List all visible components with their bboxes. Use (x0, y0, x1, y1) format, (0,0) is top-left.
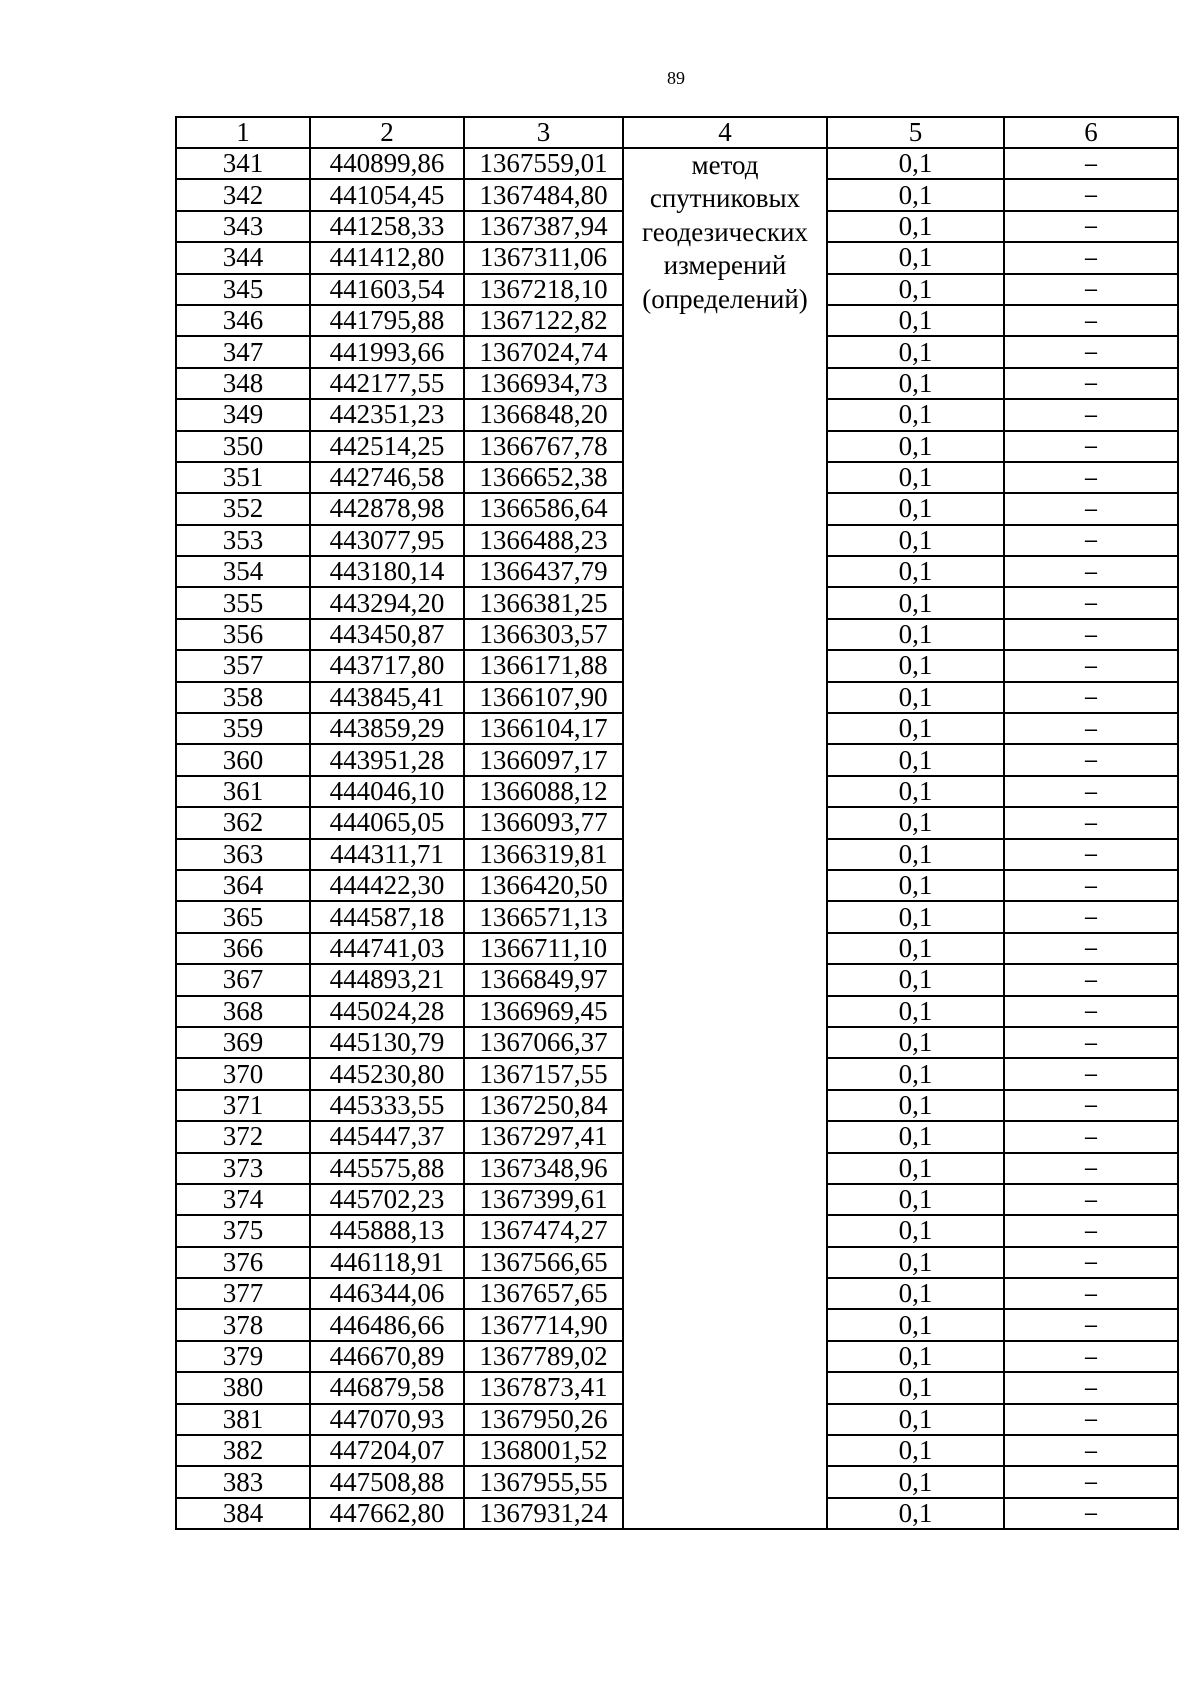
x-coordinate-cell: 445130,79 (310, 1027, 464, 1058)
y-coordinate-cell: 1367484,80 (464, 179, 623, 210)
accuracy-cell: 0,1 (827, 211, 1004, 242)
point-number-cell: 346 (176, 305, 310, 336)
point-number-cell: 356 (176, 619, 310, 650)
point-number-cell: 363 (176, 839, 310, 870)
point-number-cell: 383 (176, 1466, 310, 1497)
accuracy-cell: 0,1 (827, 399, 1004, 430)
method-text-line: измерений (663, 250, 787, 281)
accuracy-cell: 0,1 (827, 525, 1004, 556)
y-coordinate-cell: 1366571,13 (464, 901, 623, 932)
x-coordinate-cell: 445447,37 (310, 1121, 464, 1152)
point-number-cell: 375 (176, 1215, 310, 1246)
extra-value-cell: – (1004, 399, 1178, 430)
y-coordinate-cell: 1367297,41 (464, 1121, 623, 1152)
point-number-cell: 381 (176, 1404, 310, 1435)
extra-value-cell: – (1004, 274, 1178, 305)
y-coordinate-cell: 1366319,81 (464, 839, 623, 870)
accuracy-cell: 0,1 (827, 148, 1004, 179)
x-coordinate-cell: 442878,98 (310, 493, 464, 524)
point-number-cell: 369 (176, 1027, 310, 1058)
y-coordinate-cell: 1367714,90 (464, 1309, 623, 1340)
x-coordinate-cell: 445888,13 (310, 1215, 464, 1246)
y-coordinate-cell: 1366488,23 (464, 525, 623, 556)
y-coordinate-cell: 1367387,94 (464, 211, 623, 242)
y-coordinate-cell: 1367950,26 (464, 1404, 623, 1435)
y-coordinate-cell: 1367474,27 (464, 1215, 623, 1246)
extra-value-cell: – (1004, 1372, 1178, 1403)
y-coordinate-cell: 1366381,25 (464, 587, 623, 618)
point-number-cell: 364 (176, 870, 310, 901)
point-number-cell: 358 (176, 682, 310, 713)
point-number-cell: 357 (176, 650, 310, 681)
accuracy-cell: 0,1 (827, 1027, 1004, 1058)
accuracy-cell: 0,1 (827, 1153, 1004, 1184)
x-coordinate-cell: 447662,80 (310, 1498, 464, 1529)
x-coordinate-cell: 446344,06 (310, 1278, 464, 1309)
header-cell-6: 6 (1004, 117, 1178, 148)
x-coordinate-cell: 442746,58 (310, 462, 464, 493)
y-coordinate-cell: 1366097,17 (464, 744, 623, 775)
extra-value-cell: – (1004, 1027, 1178, 1058)
extra-value-cell: – (1004, 1498, 1178, 1529)
point-number-cell: 366 (176, 933, 310, 964)
point-number-cell: 348 (176, 368, 310, 399)
x-coordinate-cell: 444422,30 (310, 870, 464, 901)
point-number-cell: 344 (176, 242, 310, 273)
x-coordinate-cell: 441054,45 (310, 179, 464, 210)
point-number-cell: 342 (176, 179, 310, 210)
x-coordinate-cell: 443717,80 (310, 650, 464, 681)
point-number-cell: 382 (176, 1435, 310, 1466)
y-coordinate-cell: 1367566,65 (464, 1247, 623, 1278)
extra-value-cell: – (1004, 431, 1178, 462)
accuracy-cell: 0,1 (827, 1215, 1004, 1246)
accuracy-cell: 0,1 (827, 1184, 1004, 1215)
point-number-cell: 350 (176, 431, 310, 462)
accuracy-cell: 0,1 (827, 1404, 1004, 1435)
extra-value-cell: – (1004, 368, 1178, 399)
header-cell-2: 2 (310, 117, 464, 148)
y-coordinate-cell: 1367955,55 (464, 1466, 623, 1497)
accuracy-cell: 0,1 (827, 587, 1004, 618)
accuracy-cell: 0,1 (827, 242, 1004, 273)
extra-value-cell: – (1004, 211, 1178, 242)
accuracy-cell: 0,1 (827, 619, 1004, 650)
extra-value-cell: – (1004, 650, 1178, 681)
point-number-cell: 354 (176, 556, 310, 587)
point-number-cell: 355 (176, 587, 310, 618)
x-coordinate-cell: 443951,28 (310, 744, 464, 775)
point-number-cell: 378 (176, 1309, 310, 1340)
extra-value-cell: – (1004, 1309, 1178, 1340)
extra-value-cell: – (1004, 839, 1178, 870)
extra-value-cell: – (1004, 619, 1178, 650)
header-cell-5: 5 (827, 117, 1004, 148)
x-coordinate-cell: 441258,33 (310, 211, 464, 242)
extra-value-cell: – (1004, 776, 1178, 807)
x-coordinate-cell: 440899,86 (310, 148, 464, 179)
y-coordinate-cell: 1366586,64 (464, 493, 623, 524)
y-coordinate-cell: 1367311,06 (464, 242, 623, 273)
point-number-cell: 341 (176, 148, 310, 179)
x-coordinate-cell: 446879,58 (310, 1372, 464, 1403)
accuracy-cell: 0,1 (827, 776, 1004, 807)
accuracy-cell: 0,1 (827, 901, 1004, 932)
extra-value-cell: – (1004, 1215, 1178, 1246)
y-coordinate-cell: 1367873,41 (464, 1372, 623, 1403)
x-coordinate-cell: 445333,55 (310, 1090, 464, 1121)
y-coordinate-cell: 1366088,12 (464, 776, 623, 807)
x-coordinate-cell: 441993,66 (310, 336, 464, 367)
extra-value-cell: – (1004, 1466, 1178, 1497)
y-coordinate-cell: 1367250,84 (464, 1090, 623, 1121)
y-coordinate-cell: 1366437,79 (464, 556, 623, 587)
accuracy-cell: 0,1 (827, 1309, 1004, 1340)
accuracy-cell: 0,1 (827, 1090, 1004, 1121)
coordinates-table (175, 116, 1179, 1530)
table-row (176, 148, 1178, 179)
accuracy-cell: 0,1 (827, 336, 1004, 367)
x-coordinate-cell: 443180,14 (310, 556, 464, 587)
x-coordinate-cell: 444311,71 (310, 839, 464, 870)
y-coordinate-cell: 1366711,10 (464, 933, 623, 964)
table-body (176, 148, 1178, 1529)
extra-value-cell: – (1004, 933, 1178, 964)
y-coordinate-cell: 1366767,78 (464, 431, 623, 462)
y-coordinate-cell: 1367218,10 (464, 274, 623, 305)
extra-value-cell: – (1004, 1247, 1178, 1278)
x-coordinate-cell: 441412,80 (310, 242, 464, 273)
x-coordinate-cell: 441603,54 (310, 274, 464, 305)
x-coordinate-cell: 444046,10 (310, 776, 464, 807)
extra-value-cell: – (1004, 713, 1178, 744)
extra-value-cell: – (1004, 901, 1178, 932)
point-number-cell: 379 (176, 1341, 310, 1372)
point-number-cell: 362 (176, 807, 310, 838)
y-coordinate-cell: 1366104,17 (464, 713, 623, 744)
x-coordinate-cell: 447204,07 (310, 1435, 464, 1466)
accuracy-cell: 0,1 (827, 933, 1004, 964)
header-cell-4: 4 (623, 117, 827, 148)
point-number-cell: 372 (176, 1121, 310, 1152)
accuracy-cell: 0,1 (827, 368, 1004, 399)
y-coordinate-cell: 1367122,82 (464, 305, 623, 336)
extra-value-cell: – (1004, 964, 1178, 995)
extra-value-cell: – (1004, 1090, 1178, 1121)
point-number-cell: 359 (176, 713, 310, 744)
x-coordinate-cell: 444587,18 (310, 901, 464, 932)
extra-value-cell: – (1004, 996, 1178, 1027)
accuracy-cell: 0,1 (827, 650, 1004, 681)
y-coordinate-cell: 1367559,01 (464, 148, 623, 179)
y-coordinate-cell: 1366849,97 (464, 964, 623, 995)
accuracy-cell: 0,1 (827, 1058, 1004, 1089)
y-coordinate-cell: 1367066,37 (464, 1027, 623, 1058)
accuracy-cell: 0,1 (827, 870, 1004, 901)
extra-value-cell: – (1004, 587, 1178, 618)
extra-value-cell: – (1004, 1058, 1178, 1089)
x-coordinate-cell: 441795,88 (310, 305, 464, 336)
accuracy-cell: 0,1 (827, 179, 1004, 210)
y-coordinate-cell: 1366969,45 (464, 996, 623, 1027)
table-header-row (176, 117, 1178, 148)
extra-value-cell: – (1004, 682, 1178, 713)
x-coordinate-cell: 446486,66 (310, 1309, 464, 1340)
point-number-cell: 343 (176, 211, 310, 242)
point-number-cell: 374 (176, 1184, 310, 1215)
x-coordinate-cell: 442514,25 (310, 431, 464, 462)
accuracy-cell: 0,1 (827, 462, 1004, 493)
extra-value-cell: – (1004, 1184, 1178, 1215)
extra-value-cell: – (1004, 1278, 1178, 1309)
x-coordinate-cell: 443845,41 (310, 682, 464, 713)
extra-value-cell: – (1004, 744, 1178, 775)
extra-value-cell: – (1004, 305, 1178, 336)
extra-value-cell: – (1004, 1341, 1178, 1372)
accuracy-cell: 0,1 (827, 682, 1004, 713)
y-coordinate-cell: 1367157,55 (464, 1058, 623, 1089)
point-number-cell: 352 (176, 493, 310, 524)
point-number-cell: 371 (176, 1090, 310, 1121)
x-coordinate-cell: 442351,23 (310, 399, 464, 430)
y-coordinate-cell: 1366934,73 (464, 368, 623, 399)
accuracy-cell: 0,1 (827, 744, 1004, 775)
accuracy-cell: 0,1 (827, 807, 1004, 838)
method-text-line: (определений) (642, 283, 808, 314)
method-text-line: спутниковых (649, 183, 801, 214)
x-coordinate-cell: 444741,03 (310, 933, 464, 964)
point-number-cell: 353 (176, 525, 310, 556)
accuracy-cell: 0,1 (827, 1372, 1004, 1403)
point-number-cell: 376 (176, 1247, 310, 1278)
point-number-cell: 370 (176, 1058, 310, 1089)
x-coordinate-cell: 447508,88 (310, 1466, 464, 1497)
x-coordinate-cell: 443294,20 (310, 587, 464, 618)
x-coordinate-cell: 446118,91 (310, 1247, 464, 1278)
y-coordinate-cell: 1366420,50 (464, 870, 623, 901)
y-coordinate-cell: 1367399,61 (464, 1184, 623, 1215)
accuracy-cell: 0,1 (827, 1466, 1004, 1497)
accuracy-cell: 0,1 (827, 1498, 1004, 1529)
point-number-cell: 384 (176, 1498, 310, 1529)
extra-value-cell: – (1004, 525, 1178, 556)
extra-value-cell: – (1004, 1435, 1178, 1466)
y-coordinate-cell: 1366107,90 (464, 682, 623, 713)
accuracy-cell: 0,1 (827, 1121, 1004, 1152)
point-number-cell: 377 (176, 1278, 310, 1309)
accuracy-cell: 0,1 (827, 1278, 1004, 1309)
point-number-cell: 380 (176, 1372, 310, 1403)
y-coordinate-cell: 1366848,20 (464, 399, 623, 430)
point-number-cell: 347 (176, 336, 310, 367)
x-coordinate-cell: 445575,88 (310, 1153, 464, 1184)
y-coordinate-cell: 1366652,38 (464, 462, 623, 493)
y-coordinate-cell: 1367024,74 (464, 336, 623, 367)
y-coordinate-cell: 1367931,24 (464, 1498, 623, 1529)
extra-value-cell: – (1004, 1153, 1178, 1184)
x-coordinate-cell: 443077,95 (310, 525, 464, 556)
accuracy-cell: 0,1 (827, 964, 1004, 995)
accuracy-cell: 0,1 (827, 1435, 1004, 1466)
y-coordinate-cell: 1366171,88 (464, 650, 623, 681)
accuracy-cell: 0,1 (827, 839, 1004, 870)
x-coordinate-cell: 445024,28 (310, 996, 464, 1027)
y-coordinate-cell: 1367789,02 (464, 1341, 623, 1372)
x-coordinate-cell: 447070,93 (310, 1404, 464, 1435)
extra-value-cell: – (1004, 493, 1178, 524)
point-number-cell: 349 (176, 399, 310, 430)
x-coordinate-cell: 444065,05 (310, 807, 464, 838)
point-number-cell: 351 (176, 462, 310, 493)
x-coordinate-cell: 443859,29 (310, 713, 464, 744)
extra-value-cell: – (1004, 1404, 1178, 1435)
method-text-line: геодезических (642, 216, 808, 247)
point-number-cell: 360 (176, 744, 310, 775)
method-cell (623, 148, 827, 1529)
x-coordinate-cell: 444893,21 (310, 964, 464, 995)
header-cell-1: 1 (176, 117, 310, 148)
extra-value-cell: – (1004, 148, 1178, 179)
y-coordinate-cell: 1367348,96 (464, 1153, 623, 1184)
accuracy-cell: 0,1 (827, 274, 1004, 305)
accuracy-cell: 0,1 (827, 996, 1004, 1027)
point-number-cell: 373 (176, 1153, 310, 1184)
point-number-cell: 361 (176, 776, 310, 807)
accuracy-cell: 0,1 (827, 1247, 1004, 1278)
method-text-line: метод (691, 150, 759, 180)
point-number-cell: 367 (176, 964, 310, 995)
page-number: 89 (667, 68, 685, 88)
x-coordinate-cell: 445702,23 (310, 1184, 464, 1215)
extra-value-cell: – (1004, 462, 1178, 493)
x-coordinate-cell: 443450,87 (310, 619, 464, 650)
extra-value-cell: – (1004, 179, 1178, 210)
point-number-cell: 368 (176, 996, 310, 1027)
x-coordinate-cell: 445230,80 (310, 1058, 464, 1089)
extra-value-cell: – (1004, 336, 1178, 367)
extra-value-cell: – (1004, 1121, 1178, 1152)
accuracy-cell: 0,1 (827, 493, 1004, 524)
x-coordinate-cell: 442177,55 (310, 368, 464, 399)
extra-value-cell: – (1004, 870, 1178, 901)
accuracy-cell: 0,1 (827, 431, 1004, 462)
x-coordinate-cell: 446670,89 (310, 1341, 464, 1372)
header-cell-3: 3 (464, 117, 623, 148)
y-coordinate-cell: 1366303,57 (464, 619, 623, 650)
accuracy-cell: 0,1 (827, 1341, 1004, 1372)
extra-value-cell: – (1004, 556, 1178, 587)
accuracy-cell: 0,1 (827, 305, 1004, 336)
y-coordinate-cell: 1367657,65 (464, 1278, 623, 1309)
accuracy-cell: 0,1 (827, 556, 1004, 587)
point-number-cell: 345 (176, 274, 310, 305)
extra-value-cell: – (1004, 242, 1178, 273)
accuracy-cell: 0,1 (827, 713, 1004, 744)
extra-value-cell: – (1004, 807, 1178, 838)
y-coordinate-cell: 1368001,52 (464, 1435, 623, 1466)
y-coordinate-cell: 1366093,77 (464, 807, 623, 838)
point-number-cell: 365 (176, 901, 310, 932)
